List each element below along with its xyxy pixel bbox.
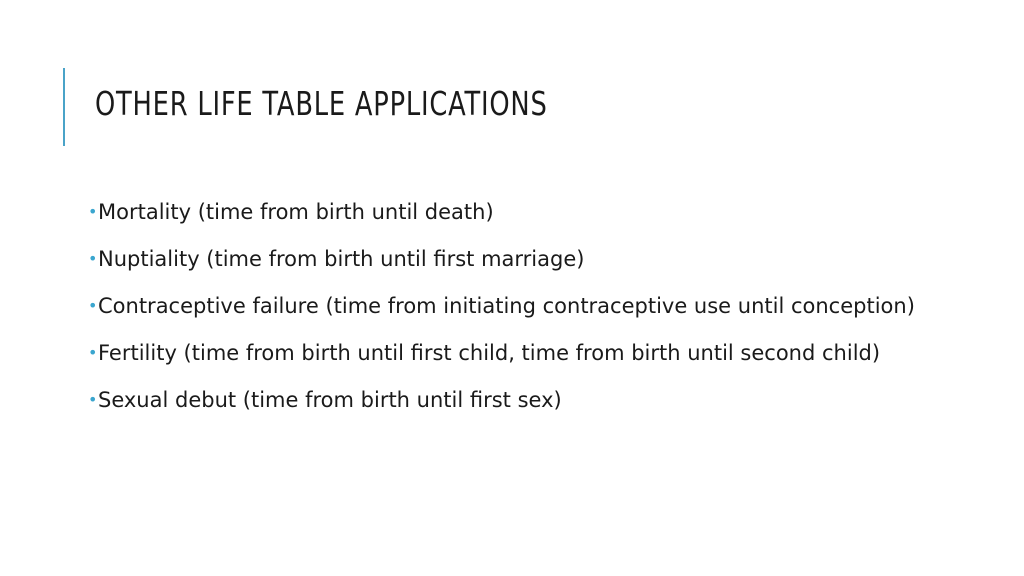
bullet-item [88, 243, 918, 275]
bullet-item [88, 196, 918, 228]
bullet-dot-icon: • [88, 296, 98, 315]
bullet-dot-icon: • [88, 390, 98, 409]
bullet-text: Sexual debut (time from birth until first sex) [98, 388, 562, 412]
bullet-item [88, 384, 918, 416]
bullet-text: Mortality (time from birth until death) [98, 200, 494, 224]
bullet-item [88, 290, 918, 322]
bullet-dot-icon: • [88, 343, 98, 362]
bullet-dot-icon: • [88, 202, 98, 221]
bullet-item [88, 337, 918, 369]
slide-title: OTHER LIFE TABLE APPLICATIONS [95, 84, 548, 123]
bullet-dot-icon: • [88, 249, 98, 268]
bullet-text: Fertility (time from birth until first child, time from birth until second child) [98, 341, 881, 365]
bullet-list [88, 196, 918, 431]
bullet-text: Nuptiality (time from birth until first marriage) [98, 247, 585, 271]
title-accent-bar [63, 68, 65, 146]
bullet-text: Contraceptive failure (time from initiating contraceptive use until conception) [98, 294, 915, 318]
